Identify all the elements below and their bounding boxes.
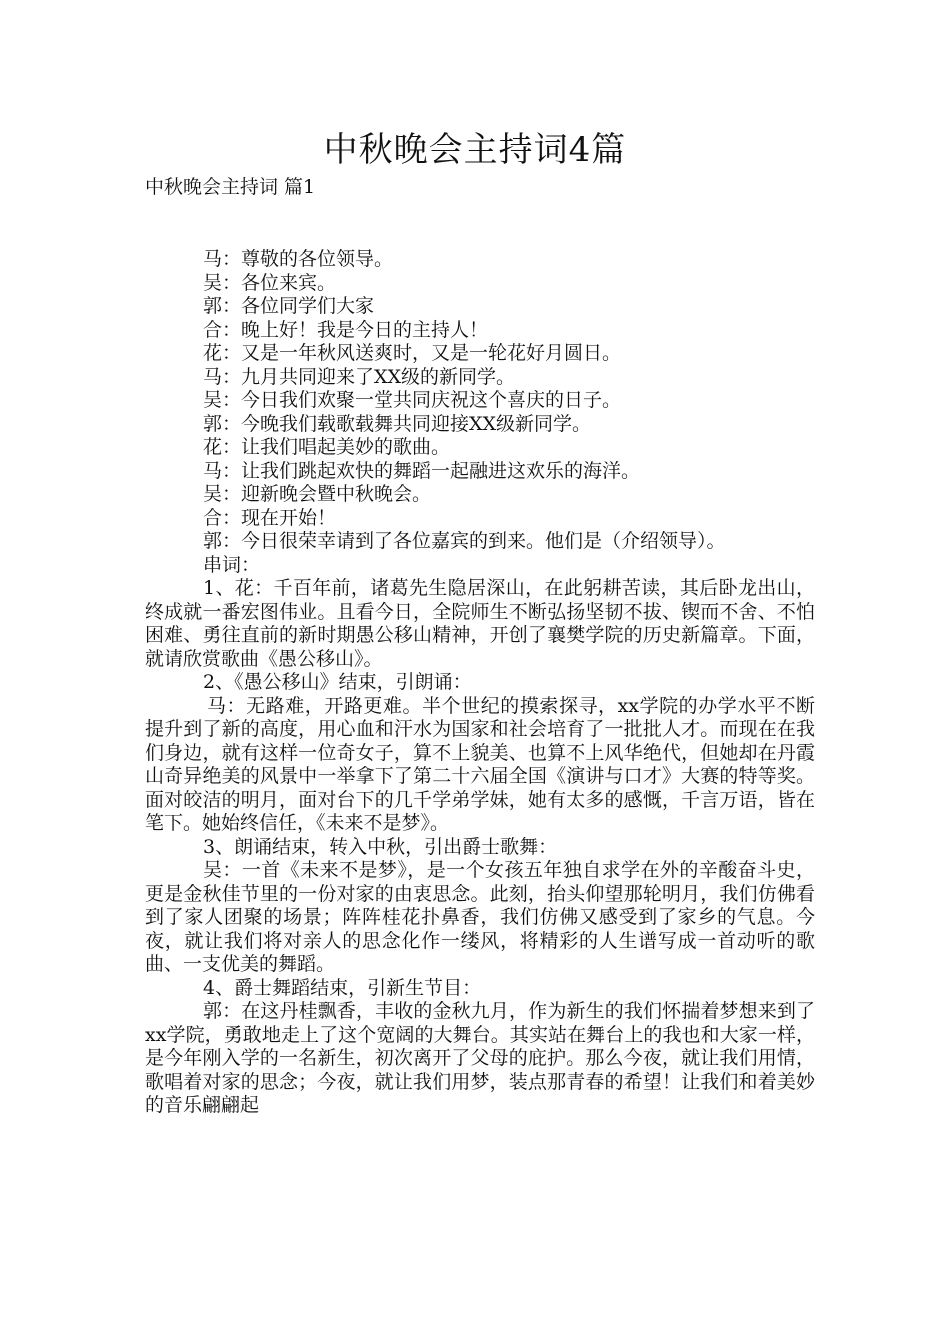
document-subtitle: 中秋晚会主持词 篇1 xyxy=(145,176,316,198)
dialogue-line: 马：九月共同迎来了XX级的新同学。 xyxy=(203,365,516,388)
dialogue-line: 花：让我们唱起美妙的歌曲。 xyxy=(203,436,451,458)
section-heading: 2、《愚公移山》结束，引朗诵： xyxy=(203,671,472,693)
document-body xyxy=(145,248,815,1118)
body-paragraph: 郭：在这丹桂飘香，丰收的金秋九月，作为新生的我们怀揣着梦想来到了xx学院，勇敢地走上了这个宽阔的大舞台。其实站在舞台上的我也和大家一样，是今年刚入学的一名新生，初次离开了父母的庇护。那么今夜，就让我们用情，歌唱着对家的思念；今夜，就让我们用梦，装点那青春的希望！让我们和着美妙的音乐翩翩起 xyxy=(145,1000,815,1116)
body-paragraph: 马：无路难，开路更难。半个世纪的摸索探寻，xx学院的办学水平不断提升到了新的高度，用心血和汗水为国家和社会培育了一批批人才。而现在在我们身边，就有这样一位奇女子，算不上貌美、也算不上风华绝代，但她却在丹霞山奇异绝美的风景中一举拿下了第二十六届全国《演讲与口才》大赛的特等奖。面对皎洁的明月，面对台下的几千学弟学妹，她有太多的感慨，千言万语，皆在笔下。她始终信任，《未来不是梦》。 xyxy=(145,694,815,834)
dialogue-line: 马：让我们跳起欢快的舞蹈一起融进这欢乐的海洋。 xyxy=(203,459,641,482)
dialogue-line: 吴：今日我们欢聚一堂共同庆祝这个喜庆的日子。 xyxy=(203,389,622,411)
dialogue-line: 合：现在开始！ xyxy=(203,506,337,529)
dialogue-line: 吴：各位来宾。 xyxy=(203,271,337,294)
section-heading: 4、爵士舞蹈结束，引新生节目： xyxy=(203,976,482,999)
dialogue-line: 花：又是一年秋风送爽时，又是一轮花好月圆日。 xyxy=(203,342,622,364)
section-heading: 3、朗诵结束，转入中秋，引出爵士歌舞： xyxy=(203,835,558,858)
dialogue-line: 郭：今日很荣幸请到了各位嘉宾的到来。他们是（介绍领导）。 xyxy=(203,530,726,552)
dialogue-line: 合：晚上好！我是今日的主持人！ xyxy=(203,318,489,341)
body-paragraph: 吴：一首《未来不是梦》，是一个女孩五年独自求学在外的辛酸奋斗史，更是金秋佳节里的一份对家的由衷思念。此刻，抬头仰望那轮明月，我们仿佛看到了家人团聚的场景；阵阵桂花扑鼻香，我们仿佛又感受到了家乡的气息。今夜，就让我们将对亲人的思念化作一缕风，将精彩的人生谱写成一首动听的歌曲、一支优美的舞蹈。 xyxy=(145,859,815,975)
body-paragraph: 1、花：千百年前，诸葛先生隐居深山，在此躬耕苦读，其后卧龙出山，终成就一番宏图伟业。且看今日，全院师生不断弘扬坚韧不拔、锲而不舍、不怕困难、勇往直前的新时期愚公移山精神，开创了襄樊学院的历史新篇章。下面，就请欣赏歌曲《愚公移山》。 xyxy=(145,577,815,670)
dialogue-line: 马：尊敬的各位领导。 xyxy=(203,248,394,270)
document-title: 中秋晚会主持词4篇 xyxy=(323,130,627,170)
dialogue-line: 郭：各位同学们大家 xyxy=(203,295,375,317)
dialogue-line: 串词： xyxy=(203,553,261,576)
dialogue-line: 吴：迎新晚会暨中秋晚会。 xyxy=(203,483,432,505)
dialogue-line: 郭：今晚我们载歌载舞共同迎接XX级新同学。 xyxy=(203,412,592,435)
